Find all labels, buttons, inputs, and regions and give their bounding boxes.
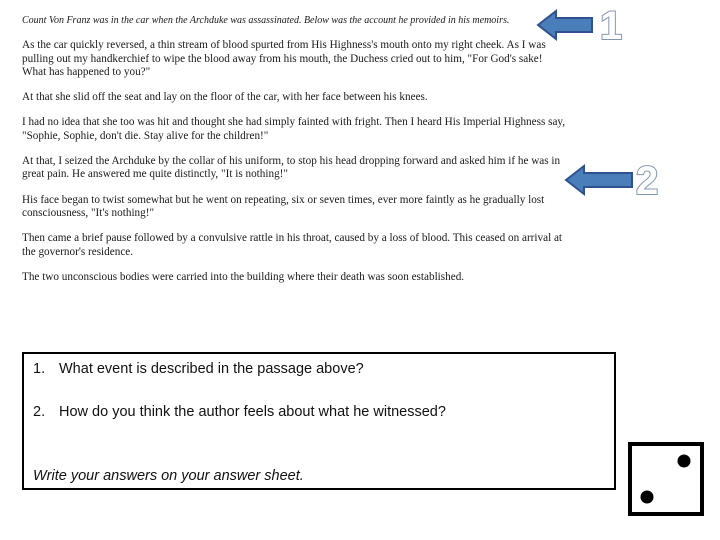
marker-number-1: 1: [600, 4, 623, 48]
question-text: How do you think the author feels about what he witnessed?: [59, 404, 446, 420]
passage-paragraph: Then came a brief pause followed by a convulsive rattle in his throat, caused by a loss of blood. This ceased on arrival at the governor's residence.: [22, 232, 563, 258]
marker-number-2: 2: [636, 159, 659, 203]
passage-paragraph: As the car quickly reversed, a thin stream of blood spurted from His Highness's mouth onto my right cheek. As I was pulling out my handkerchief to wipe the blood away from his mouth, the Duchess cried out to him, "For God's sake! What has happened to you?": [22, 39, 546, 78]
question-text: What event is described in the passage above?: [59, 361, 364, 377]
arrow-left-icon: [536, 8, 594, 42]
passage-intro: Count Von Franz was in the car when the Archduke was assassinated. Below was the account he provided in his memoirs.: [22, 15, 510, 26]
answer-instruction: Write your answers on your answer sheet.: [33, 468, 304, 484]
questions-box: [22, 352, 616, 490]
question-number: 2.: [33, 404, 46, 420]
passage-paragraph: At that she slid off the seat and lay on the floor of the car, with her face between his knees.: [22, 91, 428, 104]
question-2: [33, 404, 446, 420]
passage-paragraph: The two unconscious bodies were carried into the building where their death was soon established.: [22, 270, 465, 283]
passage-paragraph: I had no idea that she too was hit and thought she had simply fainted with fright. Then I heard His Imperial Highness say, "Sophie, Sophie, don't die. Stay alive for the children!": [22, 116, 566, 142]
memoir-passage: [22, 14, 567, 296]
passage-paragraph: At that, I seized the Archduke by the collar of his uniform, to stop his head dropping forward and asked him if he was in great pain. He answered me quite distinctly, "It is nothing!": [22, 155, 561, 181]
question-1: [33, 361, 364, 377]
passage-paragraph: His face began to twist somewhat but he went on repeating, six or seven times, ever more faintly as he gradually lost consciousness, "It's nothing!": [22, 193, 545, 219]
arrow-left-icon: [564, 163, 634, 197]
question-number: 1.: [33, 361, 46, 377]
die-two-icon: [628, 442, 704, 516]
